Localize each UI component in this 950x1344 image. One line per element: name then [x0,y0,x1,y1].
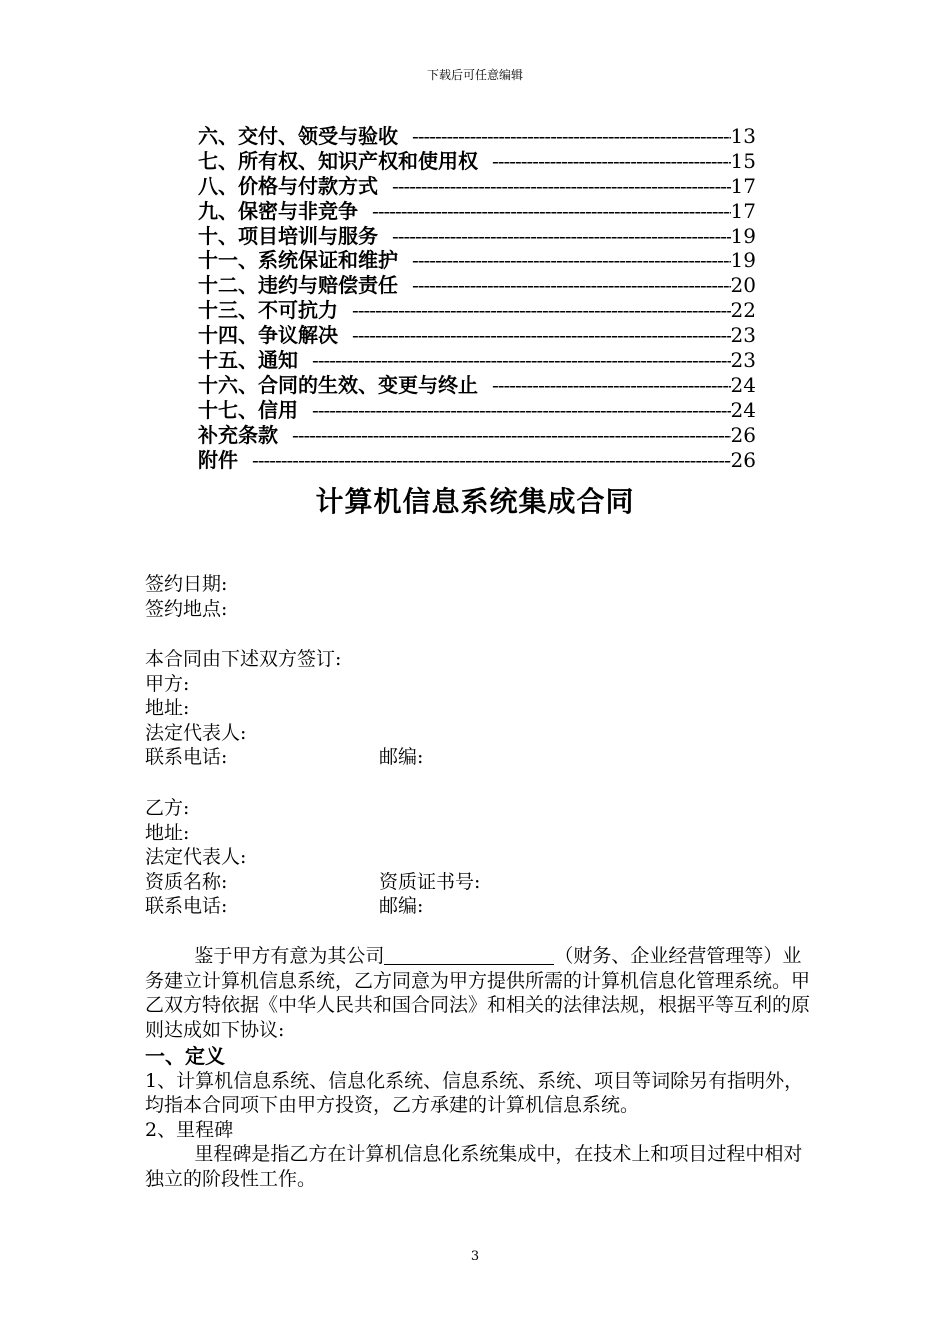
toc-entry-page: 23 [730,348,756,373]
toc-leader-dashes [312,398,731,423]
toc-entry-page: 17 [730,198,756,223]
toc-entry-label: 十、项目培训与服务 [198,223,378,248]
section-heading: 一、定义 [145,1044,225,1068]
toc-leader-dashes [292,423,731,448]
toc-entry-label: 补充条款 [198,422,278,447]
party-a-rep: 法定代表人: [145,721,247,744]
party-b-postcode: 邮编: [379,895,424,918]
preamble-start: 鉴于甲方有意为其公司 [194,945,385,967]
party-b-qual-row [145,870,810,895]
toc-entry-page: 24 [730,397,756,422]
toc-leader-dashes [412,248,731,273]
sign-place-label: 签约地点: [145,597,228,620]
toc-entry-page: 26 [730,422,756,447]
toc-entry-page: 20 [730,273,756,298]
toc-entry [198,124,756,149]
toc-entry-label: 十一、系统保证和维护 [198,248,398,273]
document-title: 计算机信息系统集成合同 [315,485,635,518]
toc-entry-page: 15 [730,148,756,173]
party-b-qual-cert: 资质证书号: [379,870,481,893]
toc-entry-page: 22 [730,298,756,323]
sign-date-label: 签约日期: [145,573,228,595]
table-of-contents [198,124,756,472]
toc-entry [198,199,756,224]
party-b-qual-name: 资质名称: [145,870,228,893]
toc-leader-dashes [392,224,731,249]
toc-entry-page: 26 [730,447,756,472]
toc-entry [198,423,756,448]
toc-entry [198,348,756,373]
toc-entry [198,248,756,273]
section-1 [145,1044,810,1192]
party-a-postcode: 邮编: [379,746,424,769]
toc-entry [198,448,756,473]
company-blank-field [384,945,554,965]
definition-item-2-title: 2、里程碑 [145,1118,234,1141]
page-number: 3 [470,1249,480,1264]
toc-entry-label: 十四、争议解决 [198,323,338,348]
toc-entry-label: 七、所有权、知识产权和使用权 [198,148,478,173]
toc-leader-dashes [492,373,731,398]
party-b-label: 乙方: [145,797,190,819]
toc-leader-dashes [352,298,731,323]
definition-item-1: 1、计算机信息系统、信息化系统、信息系统、系统、项目等词除另有指明外，均指本合同项下由甲方投资，乙方承建的计算机信息系统。 [145,1069,804,1117]
toc-entry-page: 19 [730,223,756,248]
toc-leader-dashes [252,448,731,473]
toc-entry [198,273,756,298]
toc-leader-dashes [492,149,731,174]
toc-leader-dashes [312,348,731,373]
party-a-phone: 联系电话: [145,746,228,769]
party-b-rep: 法定代表人: [145,846,247,869]
toc-entry-label: 八、价格与付款方式 [198,173,378,198]
party-b-block [145,796,810,919]
party-a-label: 甲方: [145,672,190,695]
toc-entry-page: 19 [730,248,756,273]
party-b-address: 地址: [145,821,190,844]
party-b-phone: 联系电话: [145,895,228,918]
toc-entry [198,298,756,323]
toc-leader-dashes [372,199,731,224]
toc-entry-label: 十五、通知 [198,348,298,373]
toc-leader-dashes [352,323,731,348]
toc-entry [198,373,756,398]
toc-entry-page: 17 [730,173,756,198]
toc-leader-dashes [412,124,731,149]
toc-entry-page: 13 [730,124,756,148]
header-note: 下载后可任意编辑 [426,68,523,82]
toc-entry-label: 九、保密与非竞争 [198,198,358,223]
party-a-address: 地址: [145,697,190,720]
toc-entry-label: 附件 [198,447,238,472]
toc-leader-dashes [392,174,731,199]
parties-intro: 本合同由下述双方签订: [145,648,342,670]
toc-entry [198,224,756,249]
preamble-rest: （财务、企业经营管理等）业务建立计算机信息系统，乙方同意为甲方提供所需的计算机信息化管理系统。甲乙双方特依据《中华人民共和国合同法》和相关的法律法规，根据平等互利的原则达成如下协议: [145,945,811,1041]
toc-entry [198,323,756,348]
toc-entry-label: 十七、信用 [198,397,298,422]
preamble-paragraph [145,944,810,1042]
toc-entry [198,174,756,199]
toc-entry-page: 23 [730,323,756,348]
toc-entry-label: 六、交付、领受与验收 [198,124,398,148]
toc-entry-label: 十三、不可抗力 [198,298,338,323]
toc-entry-label: 十六、合同的生效、变更与终止 [198,372,478,397]
signing-info [145,572,810,621]
party-b-contact-row [145,894,810,919]
definition-item-2-body: 里程碑是指乙方在计算机信息化系统集成中，在技术上和项目过程中相对独立的阶段性工作。 [145,1143,803,1190]
toc-entry-label: 十二、违约与赔偿责任 [198,273,398,298]
party-a-contact-row [145,745,810,770]
toc-entry [198,149,756,174]
toc-entry [198,398,756,423]
toc-entry-page: 24 [730,372,756,397]
party-a-block [145,647,810,770]
toc-leader-dashes [412,273,731,298]
